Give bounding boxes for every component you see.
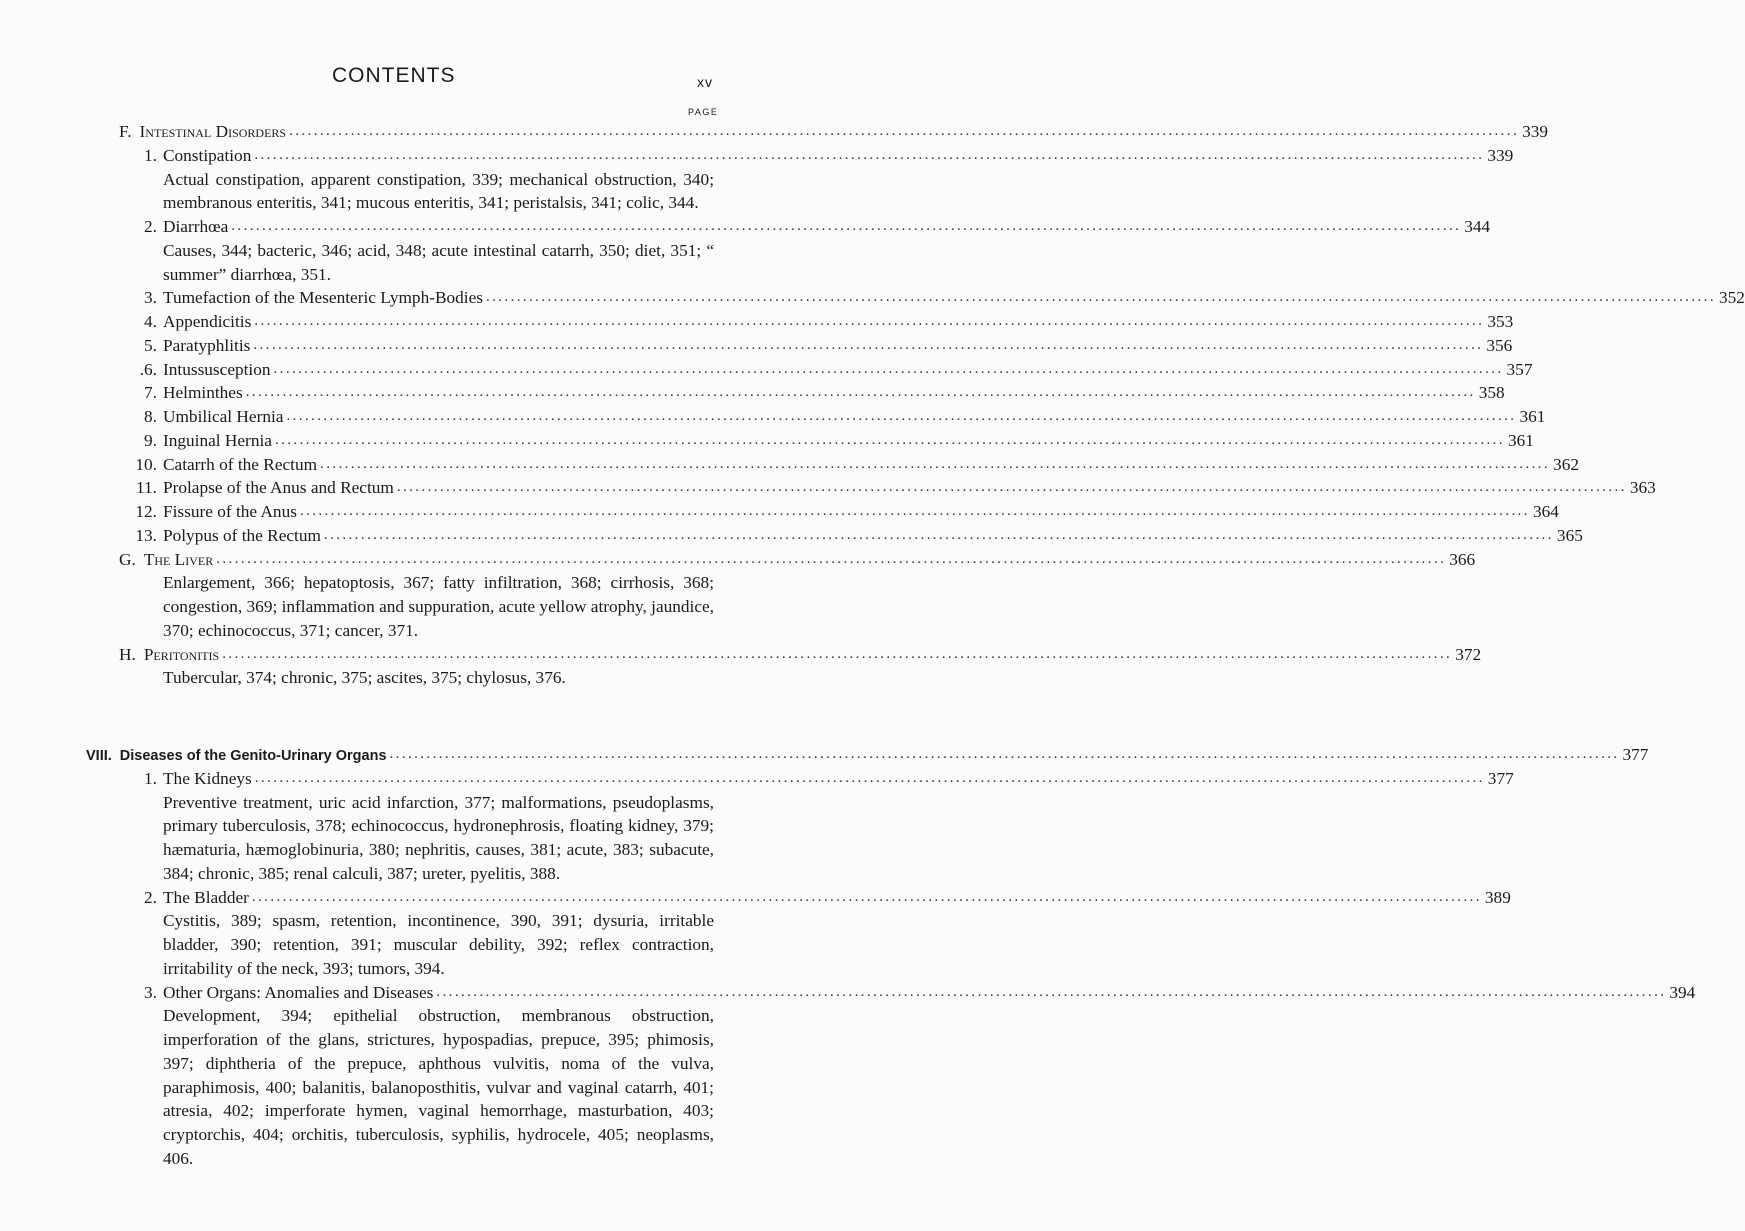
chapter-spacer — [0, 690, 800, 743]
toc-page-number: 366 — [1449, 549, 1476, 569]
toc-page-number: 339 — [1487, 145, 1514, 165]
toc-leader-line — [135, 886, 1511, 910]
toc-entry-description: Enlargement, 366; hepatoptosis, 367; fatty infiltration, 368; cirrhosis, 368; congestion, 369; inflammation and suppuration, acute yellow atrophy, jaundice, 370; echinococcus, 371; cancer, 371. — [163, 573, 714, 640]
toc-entry-label — [119, 548, 216, 572]
item-title: Inguinal Hernia — [163, 430, 272, 450]
dot-leader: ........................................................................................................................................................................................................ — [274, 431, 1505, 448]
toc-entry-label — [135, 381, 246, 405]
chapter-numeral: VIII. — [86, 748, 112, 764]
dot-leader: ........................................................................................................................................................................................................ — [254, 769, 1485, 786]
toc-leader-line — [135, 286, 1745, 310]
toc-page-number: 361 — [1519, 407, 1546, 426]
toc-entry-label — [119, 643, 222, 667]
toc-leader-line — [135, 476, 1656, 500]
toc-entry-description: Actual constipation, apparent constipation, 339; mechanical obstruction, 340; membranous enteritis, 341; mucous enteritis, 341; peristalsis, 341; colic, 344. — [163, 169, 714, 213]
dot-leader: ........................................................................................................................................................................................................ — [320, 455, 1551, 472]
item-title: Other Organs: Anomalies and Diseases — [163, 982, 434, 1002]
item-title: Paratyphlitis — [163, 335, 251, 355]
toc-entry-description: Development, 394; epithelial obstruction, membranous obstruction, imperforation of the glans, strictures, hypospadias, prepuce, 395; phimosis, 397; diphtheria of the prepuce, aphthous vulvitis, noma of the vulva, paraphimosis, 400; balanitis, balanoposthitis, vulvar and vaginal catarrh, 401; atresia, 402; imperforate hymen, vaginal hemorrhage, masturbation, 403; cryptorchis, 404; orchitis, tuberculosis, syphilis, hydrocele, 405; neoplasms, 406. — [163, 1006, 714, 1168]
item-title: Polypus of the Rectum — [163, 525, 321, 545]
table-of-contents — [0, 120, 1745, 1171]
section-title: Peritonitis — [143, 644, 220, 664]
toc-entry — [0, 286, 1745, 310]
section-letter: G. — [119, 549, 136, 569]
item-title: Appendicitis — [163, 312, 252, 331]
toc-page-number: 339 — [1522, 122, 1549, 141]
toc-leader-line — [135, 500, 1559, 524]
toc-leader-line — [135, 381, 1505, 405]
toc-leader-line — [86, 743, 1649, 769]
toc-entry-label — [135, 981, 436, 1005]
toc-page-number: 358 — [1478, 383, 1505, 403]
item-number: 1. — [144, 145, 157, 165]
toc-entry — [0, 358, 1533, 382]
toc-entry — [0, 215, 1491, 239]
item-title: Catarrh of the Rectum — [163, 454, 318, 474]
item-title: Constipation — [163, 145, 252, 165]
dot-leader: ........................................................................................................................................................................................................ — [251, 888, 1482, 905]
dot-leader: ........................................................................................................................................................................................................ — [286, 408, 1517, 424]
toc-page-number: 364 — [1532, 502, 1559, 521]
item-title: Umbilical Hernia — [163, 407, 284, 426]
toc-entry-label — [135, 524, 324, 548]
item-title: Prolapse of the Anus and Rectum — [163, 478, 394, 498]
toc-entry-label — [135, 886, 252, 910]
toc-page-number: 362 — [1553, 454, 1579, 474]
toc-entry — [0, 524, 1583, 548]
toc-leader-line — [135, 310, 1514, 334]
toc-entry — [0, 429, 1534, 453]
toc-leader-line — [135, 453, 1579, 477]
toc-entry — [0, 453, 1579, 477]
toc-page-number: 344 — [1464, 217, 1491, 236]
toc-entry-label — [135, 358, 274, 382]
toc-entry-label — [135, 476, 397, 500]
toc-entry — [0, 120, 1549, 144]
section-letter: H. — [119, 644, 136, 664]
toc-entry — [0, 886, 1511, 910]
toc-page-number: 363 — [1629, 478, 1656, 498]
toc-entry — [0, 310, 1514, 334]
toc-entry-description: Tubercular, 374; chronic, 375; ascites, 375; chylosus, 376. — [163, 668, 566, 688]
dot-leader: ........................................................................................................................................................................................................ — [216, 550, 1447, 567]
item-number: 10. — [135, 454, 157, 474]
section-letter: F. — [119, 122, 132, 141]
toc-entry — [0, 334, 1513, 358]
item-number: 1. — [144, 768, 157, 788]
item-number: 2. — [144, 887, 157, 907]
item-title: Diarrhœa — [163, 217, 229, 236]
dot-leader: ........................................................................................................................................................................................................ — [222, 645, 1453, 662]
item-number: 2. — [144, 217, 157, 236]
item-number: 7. — [144, 383, 157, 403]
toc-entry — [0, 643, 1482, 667]
item-number: 9. — [144, 430, 157, 450]
item-title: Tumefaction of the Mesenteric Lymph-Bodies — [163, 288, 483, 308]
toc-entry — [0, 981, 1696, 1005]
toc-page-number: 361 — [1507, 430, 1534, 450]
toc-entry-label — [135, 405, 286, 429]
toc-entry-label — [135, 144, 254, 168]
toc-page-number: 394 — [1669, 982, 1696, 1002]
toc-entry-description: Preventive treatment, uric acid infarction, 377; malformations, pseudoplasms, primary tuberculosis, 378; echinococcus, hydronephrosis, floating kidney, 379; hæmaturia, hæmoglobinuria, 380; nephritis, causes, 381; acute, 383; subacute, 384; chronic, 385; renal calculi, 387; ureter, pyelitis, 388. — [163, 792, 714, 883]
item-title: Fissure of the Anus — [163, 502, 297, 521]
toc-leader-line — [135, 524, 1583, 548]
dot-leader: ........................................................................................................................................................................................................ — [299, 503, 1530, 519]
toc-entry — [0, 381, 1505, 405]
item-number: 11. — [136, 478, 157, 498]
dot-leader: ........................................................................................................................................................................................................ — [323, 526, 1554, 543]
toc-page-number: 372 — [1455, 644, 1482, 664]
running-head-page-number: xv — [697, 74, 713, 90]
page-column-label: PAGE — [688, 107, 719, 117]
toc-page-number: 377 — [1487, 768, 1514, 788]
toc-leader-line — [119, 548, 1476, 572]
toc-page-number: 365 — [1556, 525, 1583, 545]
toc-entry-label — [135, 310, 254, 334]
dot-leader: ........................................................................................................................................................................................................ — [254, 313, 1485, 329]
toc-entry-description: Cystitis, 389; spasm, retention, incontinence, 390, 391; dysuria, irritable bladder, 390; retention, 391; muscular debility, 392; reflex contraction, irritability of the neck, 393; tumors, 394. — [163, 911, 714, 978]
dot-leader: ........................................................................................................................................................................................................ — [389, 746, 1620, 762]
toc-leader-line — [135, 429, 1534, 453]
item-number: 12. — [135, 502, 157, 521]
toc-leader-line — [135, 981, 1696, 1005]
toc-leader-line — [135, 334, 1513, 358]
item-number: 4. — [144, 312, 157, 331]
dot-leader: ........................................................................................................................................................................................................ — [231, 218, 1462, 234]
toc-leader-line — [135, 405, 1546, 429]
item-number: 8. — [144, 407, 157, 426]
item-number: 3. — [144, 982, 157, 1002]
dot-leader: ........................................................................................................................................................................................................ — [436, 983, 1667, 1000]
item-title: The Bladder — [163, 887, 249, 907]
item-number: 3. — [144, 288, 157, 308]
toc-page-number: 357 — [1506, 359, 1533, 379]
dot-leader: ........................................................................................................................................................................................................ — [245, 384, 1476, 401]
toc-entry — [0, 405, 1546, 429]
toc-entry-label — [135, 334, 253, 358]
toc-leader-line — [119, 120, 1549, 144]
toc-entry — [0, 144, 1514, 168]
toc-leader-line — [135, 215, 1491, 239]
toc-leader-line — [135, 358, 1533, 382]
dot-leader: ........................................................................................................................................................................................................ — [254, 146, 1485, 163]
item-title: Helminthes — [163, 383, 243, 403]
toc-leader-line — [135, 767, 1514, 791]
toc-entry-description: Causes, 344; bacteric, 346; acid, 348; acute intestinal catarrh, 350; diet, 351; “ summer” diarrhœa, 351. — [163, 240, 714, 284]
toc-page-number: 356 — [1486, 335, 1513, 355]
dot-leader: ........................................................................................................................................................................................................ — [273, 360, 1504, 377]
toc-entry — [0, 500, 1559, 524]
running-head-title: CONTENTS — [332, 64, 456, 87]
toc-entry-label — [119, 120, 289, 144]
dot-leader: ........................................................................................................................................................................................................ — [396, 479, 1627, 496]
toc-entry-label — [135, 286, 486, 310]
item-number: .6. — [139, 359, 157, 379]
toc-entry-label — [135, 215, 231, 239]
item-number: 5. — [144, 335, 157, 355]
toc-leader-line — [135, 144, 1514, 168]
toc-entry — [0, 743, 1649, 767]
toc-entry — [0, 476, 1656, 500]
toc-entry-label — [135, 500, 300, 524]
section-title: The Liver — [143, 549, 214, 569]
dot-leader: ........................................................................................................................................................................................................ — [253, 336, 1484, 353]
item-title: The Kidneys — [163, 768, 252, 788]
dot-leader: ........................................................................................................................................................................................................ — [289, 123, 1520, 139]
chapter-title: Diseases of the Genito-Urinary Organs — [119, 748, 387, 764]
running-head — [0, 64, 800, 94]
toc-page-number: 377 — [1622, 745, 1649, 764]
toc-entry — [0, 767, 1514, 791]
toc-entry-label — [135, 453, 320, 477]
toc-page-number: 353 — [1487, 312, 1514, 331]
toc-page-number: 352 — [1718, 288, 1745, 308]
toc-entry — [0, 548, 1476, 572]
toc-page-number: 389 — [1484, 887, 1511, 907]
toc-entry-label — [86, 743, 390, 769]
toc-entry-label — [135, 767, 255, 791]
dot-leader: ........................................................................................................................................................................................................ — [485, 289, 1716, 306]
toc-entry-label — [135, 429, 275, 453]
section-title: Intestinal Disorders — [139, 122, 287, 141]
item-number: 13. — [135, 525, 157, 545]
toc-leader-line — [119, 643, 1482, 667]
item-title: Intussusception — [163, 359, 271, 379]
